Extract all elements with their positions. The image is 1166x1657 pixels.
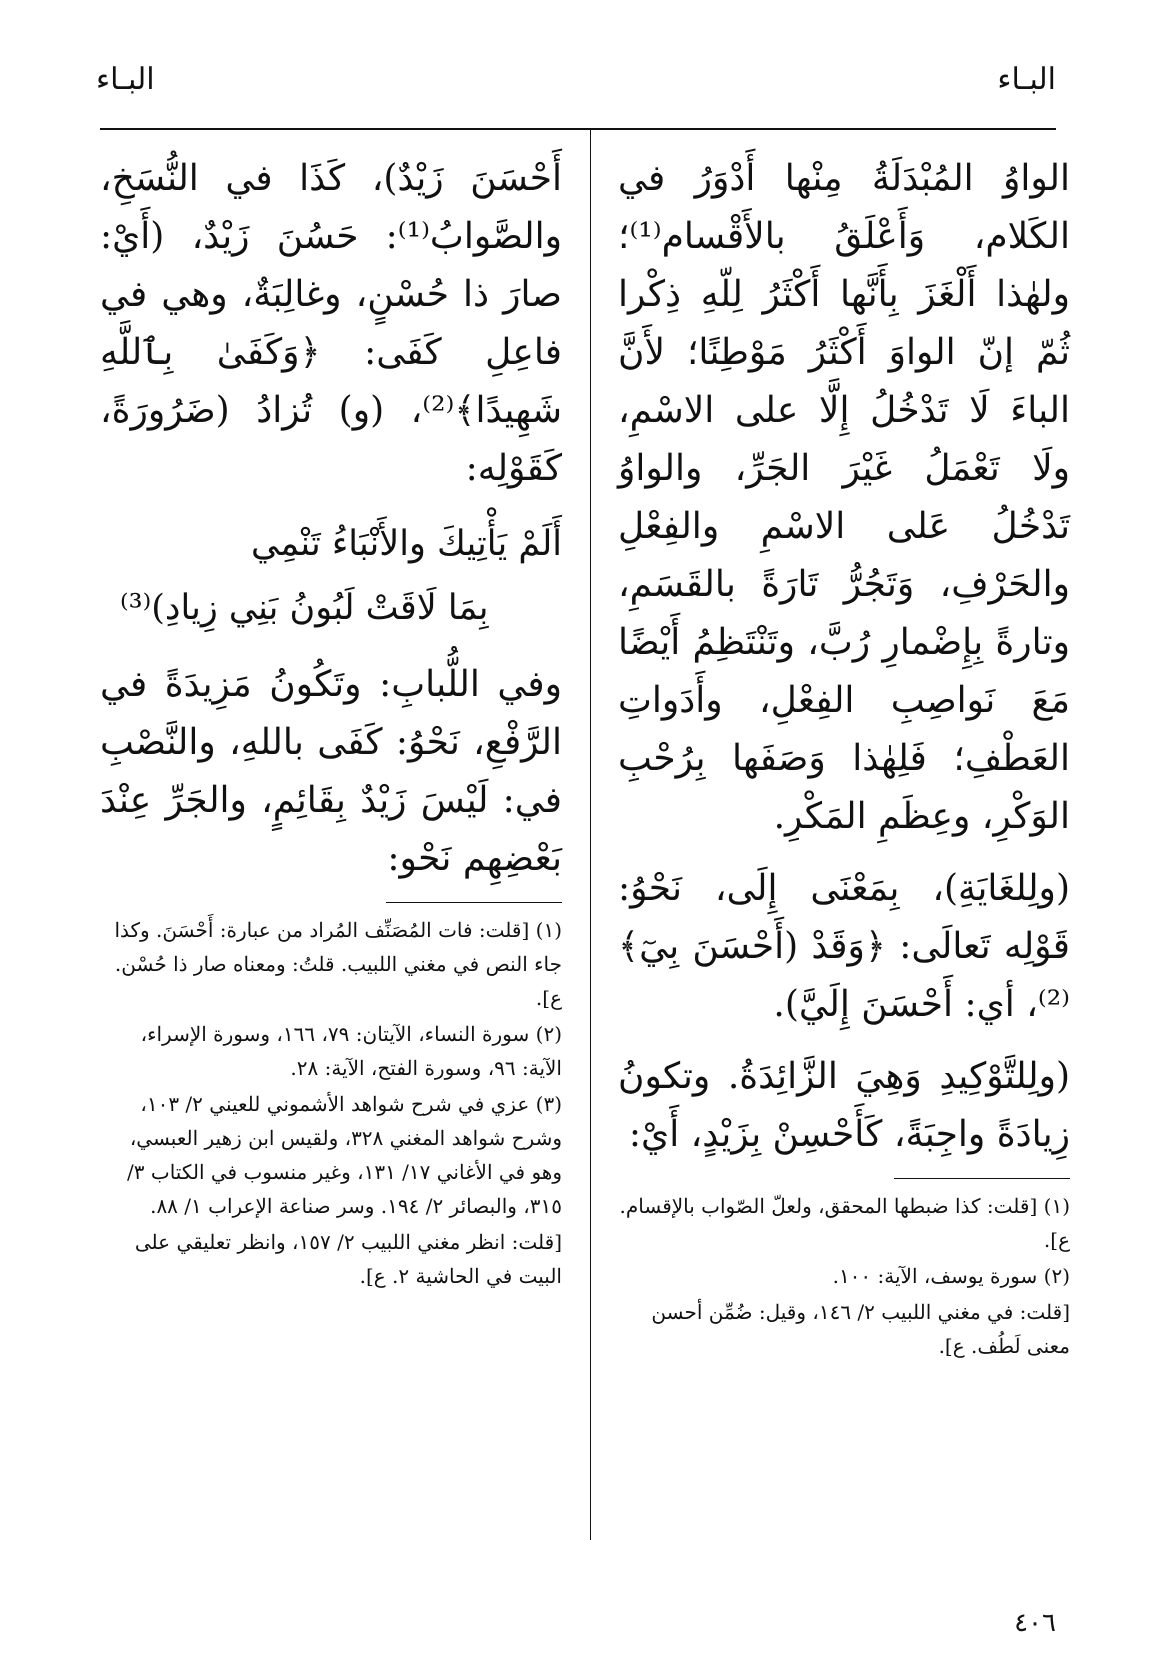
page-number: ٤٠٦: [1014, 1608, 1056, 1638]
footnote: (٣) عزي في شرح شواهد الأشموني للعيني ٢/ ١٠٣، وشرح شواهد المغني ٣٢٨، ولقيس ابن زهير العبسي، وهو في الأغاني ١٧/ ١٣١، وغير منسوب في الكتاب ٣/ ٣١٥، والبصائر ٢/ ١٩٤. وسر صناعة الإعراب ١/ ٨٨.: [127, 1092, 562, 1218]
right-column: [618, 150, 1070, 1365]
body-paragraph: (ولِلغَايَةِ)، بِمَعْنَى إِلَى، نَحْوُ: قَوْلِه تَعالَى: ﴿وَقَدْ (أَحْسَنَ بِيٓ﴾⁽²⁾، أي: أَحْسَنَ إِلَيَّ).: [618, 868, 1070, 1025]
footnote: (٢) سورة يوسف، الآية: ١٠٠.: [832, 1264, 1070, 1288]
footnote: (٢) سورة النساء، الآيتان: ٧٩، ١٦٦، وسورة الإسراء، الآية: ٩٦، وسورة الفتح، الآية: ٢٨.: [140, 1022, 562, 1080]
footnote-separator: [386, 902, 562, 903]
footnote-separator: [894, 1178, 1070, 1179]
poem-hemistich-1: أَلَمْ يَأْتِيكَ والأَنْبَاءُ تَنْمِي: [251, 524, 562, 564]
footnote: [قلت: في مغني اللبيب ٢/ ١٤٦، وقيل: ضُمِّن أحسن معنى لَطُف. ع].: [651, 1300, 1070, 1358]
footnote: [قلت: انظر مغني اللبيب ٢/ ١٥٧، وانظر تعليقي على البيت في الحاشية ٢. ع].: [134, 1230, 562, 1288]
footnote: (١) [قلت: فات المُصَنِّف المُراد من عبارة: أَحْسَنَ. وكذا جاء النص في مغني اللبيب. قلتُ: ومعناه صار ذا حُسْن. ع].: [114, 918, 562, 1010]
body-paragraph: الواوُ المُبْدَلَةُ مِنْها أَدْوَرُ في الكَلام، وَأَعْلَقُ بالأَقْسام⁽¹⁾؛ ولهٰذا أَلْغَزَ بِأَنَّها أَكْثَرُ لِلّهِ ذِكْرا ثُمّ إنّ الواوَ أَكْثَرُ مَوْطِنًا؛ لأَنَّ الباءَ لَا تَدْخُلُ إِلَّا على الاسْمِ، ولَا تَعْمَلُ غَيْرَ الجَرِّ، والواوُ تَدْخُلُ عَلى الاسْمِ والفِعْلِ والحَرْفِ، وَتَجُرُّ تَارَةً بالقَسَمِ، وتارةً بِإِضْمارِ رُبَّ، وتَنْتَظِمُ أَيْضًا مَعَ نَواصِبِ الفِعْلِ، وأَدَواتِ العَطْفِ؛ فَلِهٰذا وَصَفَها بِرُحْبِ الوَكْرِ، وعِظَمِ المَكْرِ.: [618, 158, 1070, 837]
footnote: (١) [قلت: كذا ضبطها المحقق، ولعلّ الصّواب بالإقسام. ع].: [619, 1194, 1070, 1252]
header-rule: [100, 128, 1056, 130]
left-column: [100, 150, 562, 1295]
body-paragraph: أَحْسَنَ زَيْدٌ)، كَذَا في النُّسَخِ، والصَّوابُ⁽¹⁾: حَسُنَ زَيْدٌ، (أَيْ: صارَ ذا حُسْنٍ، وغالِبَةٌ، وهي في فاعِلِ كَفَى: ﴿وَكَفَىٰ بِٱللَّهِ شَهِيدًا﴾⁽²⁾، (و) تُزادُ (ضَرُورَةً، كَقَوْلِه:: [100, 158, 562, 489]
running-header-right: البـاء: [997, 62, 1056, 97]
left-footnotes: [100, 913, 562, 1293]
poem-hemistich-2: بِمَا لَاقَتْ لَبُونُ بَنِي زِيادِ)⁽³⁾: [120, 588, 489, 628]
left-column-body: [100, 150, 562, 888]
body-paragraph: (ولِلتَّوْكِيدِ وَهِيَ الزَّائِدَةُ. وتكونُ زِيادَةً واجِبَةً، كَأَحْسِنْ بِزَيْدٍ، أَيْ:: [618, 1056, 1070, 1155]
body-paragraph: وفي اللُّبابِ: وتَكُونُ مَزِيدَةً في الرَّفْعِ، نَحْوُ: كَفَى باللهِ، والنَّصْبِ في: لَيْسَ زَيْدٌ بِقَائِمٍ، والجَرِّ عِنْدَ بَعْضِهِم نَحْو:: [100, 664, 562, 879]
running-header-left: البـاء: [96, 62, 155, 97]
column-divider: [590, 130, 591, 1540]
right-column-body: [618, 150, 1070, 1164]
right-footnotes: [618, 1189, 1070, 1363]
poem-verse: [100, 512, 562, 640]
